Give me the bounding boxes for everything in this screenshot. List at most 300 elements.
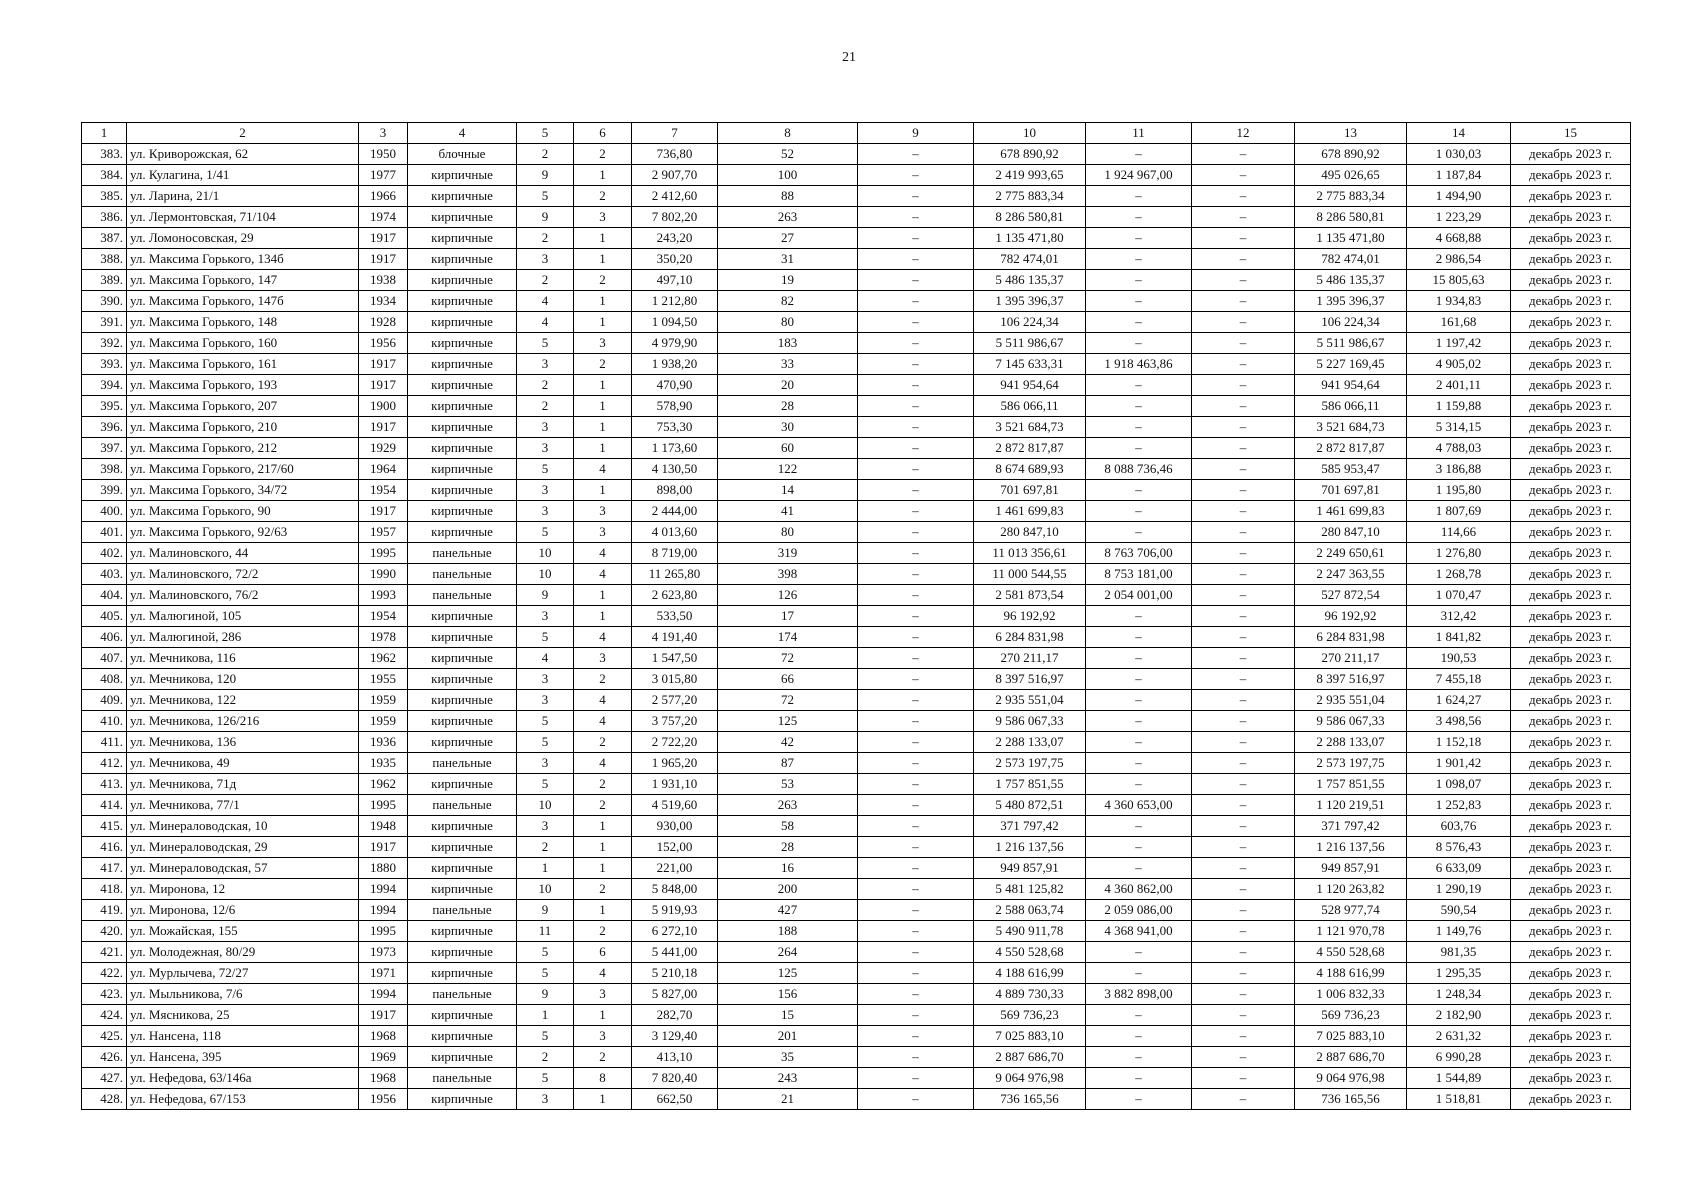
cell-cost-per-sqm: 1 159,88 [1407, 396, 1511, 417]
cell-col-11: 2 059 086,00 [1086, 900, 1192, 921]
cell-deadline: декабрь 2023 г. [1511, 543, 1631, 564]
cell-cost-per-sqm: 1 248,34 [1407, 984, 1511, 1005]
cell-col-12: – [1192, 1026, 1295, 1047]
header-cell-11: 11 [1086, 123, 1192, 144]
cell-col-13: 1 216 137,56 [1295, 837, 1407, 858]
cell-col-12: – [1192, 1047, 1295, 1068]
cell-total-cost: 782 474,01 [974, 249, 1086, 270]
cell-total-cost: 96 192,92 [974, 606, 1086, 627]
cell-deadline: декабрь 2023 г. [1511, 732, 1631, 753]
cell-col-11: – [1086, 312, 1192, 333]
cell-col-9: – [858, 312, 974, 333]
cell-year-built: 1929 [359, 438, 408, 459]
cell-col-9: – [858, 186, 974, 207]
table-row [82, 543, 1631, 564]
cell-col-13: 949 857,91 [1295, 858, 1407, 879]
cell-year-built: 1900 [359, 396, 408, 417]
cell-col-9: – [858, 354, 974, 375]
cell-col-13: 1 006 832,33 [1295, 984, 1407, 1005]
cell-col-9: – [858, 438, 974, 459]
cell-deadline: декабрь 2023 г. [1511, 1068, 1631, 1089]
cell-year-built: 1968 [359, 1068, 408, 1089]
cell-col-9: – [858, 858, 974, 879]
cell-cost-per-sqm: 1 197,42 [1407, 333, 1511, 354]
cell-cost-per-sqm: 1 295,35 [1407, 963, 1511, 984]
cell-total-cost: 586 066,11 [974, 396, 1086, 417]
cell-row-number: 396. [82, 417, 127, 438]
cell-col-9: – [858, 921, 974, 942]
cell-col-13: 736 165,56 [1295, 1089, 1407, 1110]
cell-row-number: 425. [82, 1026, 127, 1047]
cell-address: ул. Максима Горького, 217/60 [127, 459, 359, 480]
cell-entrances: 1 [574, 858, 632, 879]
cell-row-number: 415. [82, 816, 127, 837]
cell-area: 662,50 [632, 1089, 718, 1110]
cell-col-11: – [1086, 417, 1192, 438]
cell-col-11: – [1086, 690, 1192, 711]
cell-deadline: декабрь 2023 г. [1511, 1026, 1631, 1047]
cell-row-number: 389. [82, 270, 127, 291]
cell-floors: 3 [517, 669, 574, 690]
cell-wall-material: кирпичные [408, 669, 517, 690]
table-row [82, 1089, 1631, 1110]
cell-deadline: декабрь 2023 г. [1511, 312, 1631, 333]
cell-col-13: 2 872 817,87 [1295, 438, 1407, 459]
cell-col-12: – [1192, 354, 1295, 375]
cell-area: 11 265,80 [632, 564, 718, 585]
cell-area: 736,80 [632, 144, 718, 165]
table-row [82, 396, 1631, 417]
cell-wall-material: кирпичные [408, 858, 517, 879]
cell-col-13: 527 872,54 [1295, 585, 1407, 606]
cell-cost-per-sqm: 1 098,07 [1407, 774, 1511, 795]
cell-deadline: декабрь 2023 г. [1511, 795, 1631, 816]
cell-row-number: 408. [82, 669, 127, 690]
cell-deadline: декабрь 2023 г. [1511, 669, 1631, 690]
cell-wall-material: блочные [408, 144, 517, 165]
header-cell-15: 15 [1511, 123, 1631, 144]
cell-area: 243,20 [632, 228, 718, 249]
cell-address: ул. Максима Горького, 134б [127, 249, 359, 270]
cell-cost-per-sqm: 190,53 [1407, 648, 1511, 669]
cell-col-12: – [1192, 837, 1295, 858]
table-row [82, 312, 1631, 333]
cell-col-13: 2 775 883,34 [1295, 186, 1407, 207]
cell-cost-per-sqm: 1 494,90 [1407, 186, 1511, 207]
cell-entrances: 1 [574, 228, 632, 249]
cell-col-11: – [1086, 963, 1192, 984]
cell-residents: 17 [718, 606, 858, 627]
cell-cost-per-sqm: 1 070,47 [1407, 585, 1511, 606]
cell-row-number: 401. [82, 522, 127, 543]
cell-col-9: – [858, 984, 974, 1005]
cell-total-cost: 7 025 883,10 [974, 1026, 1086, 1047]
cell-floors: 4 [517, 291, 574, 312]
cell-floors: 5 [517, 459, 574, 480]
cell-cost-per-sqm: 2 631,32 [1407, 1026, 1511, 1047]
cell-row-number: 400. [82, 501, 127, 522]
table-row [82, 165, 1631, 186]
cell-entrances: 2 [574, 795, 632, 816]
cell-cost-per-sqm: 7 455,18 [1407, 669, 1511, 690]
cell-total-cost: 2 419 993,65 [974, 165, 1086, 186]
cell-col-11: – [1086, 1089, 1192, 1110]
cell-deadline: декабрь 2023 г. [1511, 501, 1631, 522]
cell-row-number: 412. [82, 753, 127, 774]
cell-col-9: – [858, 1026, 974, 1047]
cell-residents: 427 [718, 900, 858, 921]
cell-address: ул. Ларина, 21/1 [127, 186, 359, 207]
cell-cost-per-sqm: 1 290,19 [1407, 879, 1511, 900]
cell-cost-per-sqm: 1 152,18 [1407, 732, 1511, 753]
table-row [82, 1005, 1631, 1026]
cell-address: ул. Малиновского, 72/2 [127, 564, 359, 585]
cell-floors: 4 [517, 648, 574, 669]
cell-area: 578,90 [632, 396, 718, 417]
cell-address: ул. Можайская, 155 [127, 921, 359, 942]
cell-entrances: 3 [574, 648, 632, 669]
cell-year-built: 1990 [359, 564, 408, 585]
cell-row-number: 403. [82, 564, 127, 585]
cell-area: 4 013,60 [632, 522, 718, 543]
cell-cost-per-sqm: 1 030,03 [1407, 144, 1511, 165]
cell-total-cost: 2 573 197,75 [974, 753, 1086, 774]
cell-cost-per-sqm: 1 518,81 [1407, 1089, 1511, 1110]
cell-address: ул. Малиновского, 44 [127, 543, 359, 564]
table-row [82, 1068, 1631, 1089]
cell-year-built: 1956 [359, 333, 408, 354]
cell-col-9: – [858, 606, 974, 627]
cell-deadline: декабрь 2023 г. [1511, 396, 1631, 417]
cell-col-9: – [858, 711, 974, 732]
cell-col-11: – [1086, 732, 1192, 753]
cell-cost-per-sqm: 1 841,82 [1407, 627, 1511, 648]
cell-col-11: 2 054 001,00 [1086, 585, 1192, 606]
cell-deadline: декабрь 2023 г. [1511, 1047, 1631, 1068]
cell-floors: 1 [517, 858, 574, 879]
cell-area: 533,50 [632, 606, 718, 627]
cell-col-11: – [1086, 648, 1192, 669]
cell-cost-per-sqm: 1 149,76 [1407, 921, 1511, 942]
cell-deadline: декабрь 2023 г. [1511, 837, 1631, 858]
header-cell-4: 4 [408, 123, 517, 144]
cell-col-12: – [1192, 963, 1295, 984]
cell-floors: 3 [517, 1089, 574, 1110]
cell-deadline: декабрь 2023 г. [1511, 648, 1631, 669]
cell-year-built: 1938 [359, 270, 408, 291]
cell-floors: 9 [517, 207, 574, 228]
cell-col-9: – [858, 816, 974, 837]
cell-col-12: – [1192, 1089, 1295, 1110]
cell-year-built: 1948 [359, 816, 408, 837]
cell-total-cost: 9 064 976,98 [974, 1068, 1086, 1089]
cell-wall-material: панельные [408, 585, 517, 606]
cell-wall-material: кирпичные [408, 648, 517, 669]
cell-floors: 3 [517, 501, 574, 522]
cell-col-9: – [858, 627, 974, 648]
cell-col-11: 4 360 653,00 [1086, 795, 1192, 816]
cell-area: 221,00 [632, 858, 718, 879]
cell-address: ул. Максима Горького, 147б [127, 291, 359, 312]
table-header [82, 123, 1631, 144]
cell-wall-material: кирпичные [408, 312, 517, 333]
cell-year-built: 1966 [359, 186, 408, 207]
cell-wall-material: кирпичные [408, 816, 517, 837]
cell-total-cost: 270 211,17 [974, 648, 1086, 669]
table-row [82, 333, 1631, 354]
cell-col-9: – [858, 795, 974, 816]
cell-year-built: 1936 [359, 732, 408, 753]
cell-wall-material: кирпичные [408, 711, 517, 732]
cell-area: 5 441,00 [632, 942, 718, 963]
cell-entrances: 2 [574, 732, 632, 753]
cell-entrances: 4 [574, 564, 632, 585]
cell-col-13: 5 486 135,37 [1295, 270, 1407, 291]
cell-row-number: 387. [82, 228, 127, 249]
cell-col-11: – [1086, 438, 1192, 459]
cell-entrances: 3 [574, 333, 632, 354]
cell-row-number: 417. [82, 858, 127, 879]
cell-year-built: 1956 [359, 1089, 408, 1110]
cell-total-cost: 11 000 544,55 [974, 564, 1086, 585]
cell-col-13: 280 847,10 [1295, 522, 1407, 543]
cell-entrances: 1 [574, 585, 632, 606]
table-row [82, 711, 1631, 732]
cell-address: ул. Максима Горького, 207 [127, 396, 359, 417]
cell-col-11: – [1086, 228, 1192, 249]
cell-wall-material: кирпичные [408, 774, 517, 795]
table-row [82, 585, 1631, 606]
cell-address: ул. Максима Горького, 160 [127, 333, 359, 354]
cell-col-12: – [1192, 480, 1295, 501]
cell-col-13: 8 397 516,97 [1295, 669, 1407, 690]
cell-area: 3 757,20 [632, 711, 718, 732]
cell-residents: 80 [718, 312, 858, 333]
cell-col-12: – [1192, 186, 1295, 207]
cell-row-number: 391. [82, 312, 127, 333]
cell-area: 4 191,40 [632, 627, 718, 648]
cell-wall-material: кирпичные [408, 438, 517, 459]
table-row [82, 669, 1631, 690]
cell-address: ул. Молодежная, 80/29 [127, 942, 359, 963]
cell-floors: 3 [517, 606, 574, 627]
cell-area: 7 802,20 [632, 207, 718, 228]
cell-floors: 2 [517, 396, 574, 417]
cell-row-number: 422. [82, 963, 127, 984]
cell-wall-material: кирпичные [408, 354, 517, 375]
cell-wall-material: кирпичные [408, 480, 517, 501]
cell-entrances: 3 [574, 501, 632, 522]
cell-wall-material: кирпичные [408, 186, 517, 207]
cell-col-9: – [858, 417, 974, 438]
cell-deadline: декабрь 2023 г. [1511, 354, 1631, 375]
cell-col-12: – [1192, 984, 1295, 1005]
cell-col-12: – [1192, 1068, 1295, 1089]
cell-wall-material: кирпичные [408, 837, 517, 858]
cell-col-11: 8 088 736,46 [1086, 459, 1192, 480]
cell-row-number: 402. [82, 543, 127, 564]
cell-area: 4 979,90 [632, 333, 718, 354]
cell-col-12: – [1192, 648, 1295, 669]
table-row [82, 837, 1631, 858]
cell-col-11: 4 360 862,00 [1086, 879, 1192, 900]
cell-col-11: – [1086, 270, 1192, 291]
cell-wall-material: панельные [408, 984, 517, 1005]
cell-col-13: 1 757 851,55 [1295, 774, 1407, 795]
cell-col-11: – [1086, 753, 1192, 774]
cell-floors: 2 [517, 375, 574, 396]
cell-col-11: 1 918 463,86 [1086, 354, 1192, 375]
cell-address: ул. Нансена, 395 [127, 1047, 359, 1068]
cell-col-11: – [1086, 501, 1192, 522]
table-row [82, 207, 1631, 228]
header-cell-9: 9 [858, 123, 974, 144]
cell-address: ул. Мечникова, 71д [127, 774, 359, 795]
table-row [82, 249, 1631, 270]
cell-residents: 398 [718, 564, 858, 585]
cell-area: 4 130,50 [632, 459, 718, 480]
cell-col-12: – [1192, 291, 1295, 312]
cell-col-12: – [1192, 522, 1295, 543]
cell-residents: 264 [718, 942, 858, 963]
cell-floors: 2 [517, 270, 574, 291]
cell-entrances: 1 [574, 1089, 632, 1110]
cell-col-12: – [1192, 564, 1295, 585]
cell-col-13: 569 736,23 [1295, 1005, 1407, 1026]
cell-address: ул. Минераловодская, 10 [127, 816, 359, 837]
cell-area: 930,00 [632, 816, 718, 837]
cell-entrances: 1 [574, 480, 632, 501]
cell-wall-material: кирпичные [408, 501, 517, 522]
cell-cost-per-sqm: 114,66 [1407, 522, 1511, 543]
cell-residents: 100 [718, 165, 858, 186]
cell-wall-material: панельные [408, 1068, 517, 1089]
cell-residents: 35 [718, 1047, 858, 1068]
cell-entrances: 2 [574, 774, 632, 795]
cell-col-9: – [858, 543, 974, 564]
cell-area: 1 931,10 [632, 774, 718, 795]
cell-cost-per-sqm: 15 805,63 [1407, 270, 1511, 291]
cell-row-number: 392. [82, 333, 127, 354]
cell-col-11: – [1086, 606, 1192, 627]
cell-col-11: – [1086, 396, 1192, 417]
cell-year-built: 1962 [359, 774, 408, 795]
cell-floors: 3 [517, 690, 574, 711]
cell-row-number: 406. [82, 627, 127, 648]
cell-wall-material: кирпичные [408, 417, 517, 438]
cell-year-built: 1973 [359, 942, 408, 963]
cell-col-13: 6 284 831,98 [1295, 627, 1407, 648]
cell-year-built: 1917 [359, 228, 408, 249]
cell-cost-per-sqm: 981,35 [1407, 942, 1511, 963]
cell-entrances: 1 [574, 606, 632, 627]
cell-entrances: 1 [574, 249, 632, 270]
cell-col-11: – [1086, 375, 1192, 396]
table-row [82, 522, 1631, 543]
cell-total-cost: 9 586 067,33 [974, 711, 1086, 732]
cell-col-9: – [858, 963, 974, 984]
cell-total-cost: 4 889 730,33 [974, 984, 1086, 1005]
cell-col-12: – [1192, 501, 1295, 522]
cell-year-built: 1917 [359, 417, 408, 438]
cell-cost-per-sqm: 1 187,84 [1407, 165, 1511, 186]
cell-deadline: декабрь 2023 г. [1511, 774, 1631, 795]
cell-row-number: 416. [82, 837, 127, 858]
cell-area: 8 719,00 [632, 543, 718, 564]
cell-cost-per-sqm: 1 268,78 [1407, 564, 1511, 585]
cell-total-cost: 3 521 684,73 [974, 417, 1086, 438]
cell-total-cost: 5 490 911,78 [974, 921, 1086, 942]
header-cell-1: 1 [82, 123, 127, 144]
cell-residents: 88 [718, 186, 858, 207]
cell-cost-per-sqm: 4 905,02 [1407, 354, 1511, 375]
cell-deadline: декабрь 2023 г. [1511, 249, 1631, 270]
cell-address: ул. Нефедова, 63/146а [127, 1068, 359, 1089]
cell-total-cost: 2 872 817,87 [974, 438, 1086, 459]
cell-residents: 174 [718, 627, 858, 648]
cell-col-12: – [1192, 690, 1295, 711]
cell-col-11: 1 924 967,00 [1086, 165, 1192, 186]
cell-year-built: 1917 [359, 249, 408, 270]
cell-entrances: 2 [574, 879, 632, 900]
cell-area: 350,20 [632, 249, 718, 270]
cell-floors: 2 [517, 144, 574, 165]
cell-area: 470,90 [632, 375, 718, 396]
cell-address: ул. Мечникова, 116 [127, 648, 359, 669]
cell-residents: 66 [718, 669, 858, 690]
cell-col-11: – [1086, 207, 1192, 228]
cell-residents: 156 [718, 984, 858, 1005]
cell-floors: 5 [517, 1026, 574, 1047]
cell-address: ул. Максима Горького, 90 [127, 501, 359, 522]
cell-area: 1 173,60 [632, 438, 718, 459]
cell-wall-material: кирпичные [408, 1005, 517, 1026]
cell-area: 7 820,40 [632, 1068, 718, 1089]
cell-row-number: 423. [82, 984, 127, 1005]
cell-row-number: 393. [82, 354, 127, 375]
cell-col-11: – [1086, 291, 1192, 312]
housing-table [81, 122, 1631, 1110]
cell-year-built: 1935 [359, 753, 408, 774]
cell-residents: 122 [718, 459, 858, 480]
cell-wall-material: кирпичные [408, 963, 517, 984]
cell-entrances: 4 [574, 753, 632, 774]
cell-deadline: декабрь 2023 г. [1511, 963, 1631, 984]
cell-col-9: – [858, 375, 974, 396]
cell-entrances: 4 [574, 459, 632, 480]
cell-floors: 3 [517, 480, 574, 501]
cell-row-number: 394. [82, 375, 127, 396]
cell-col-13: 1 120 263,82 [1295, 879, 1407, 900]
cell-deadline: декабрь 2023 г. [1511, 207, 1631, 228]
cell-residents: 201 [718, 1026, 858, 1047]
cell-total-cost: 106 224,34 [974, 312, 1086, 333]
cell-year-built: 1917 [359, 501, 408, 522]
cell-col-11: – [1086, 144, 1192, 165]
cell-deadline: декабрь 2023 г. [1511, 984, 1631, 1005]
table-row [82, 921, 1631, 942]
cell-col-11: – [1086, 942, 1192, 963]
cell-total-cost: 2 581 873,54 [974, 585, 1086, 606]
cell-year-built: 1978 [359, 627, 408, 648]
cell-address: ул. Мурлычева, 72/27 [127, 963, 359, 984]
cell-col-13: 782 474,01 [1295, 249, 1407, 270]
cell-cost-per-sqm: 2 182,90 [1407, 1005, 1511, 1026]
cell-residents: 243 [718, 1068, 858, 1089]
cell-deadline: декабрь 2023 г. [1511, 690, 1631, 711]
cell-residents: 87 [718, 753, 858, 774]
cell-col-9: – [858, 228, 974, 249]
